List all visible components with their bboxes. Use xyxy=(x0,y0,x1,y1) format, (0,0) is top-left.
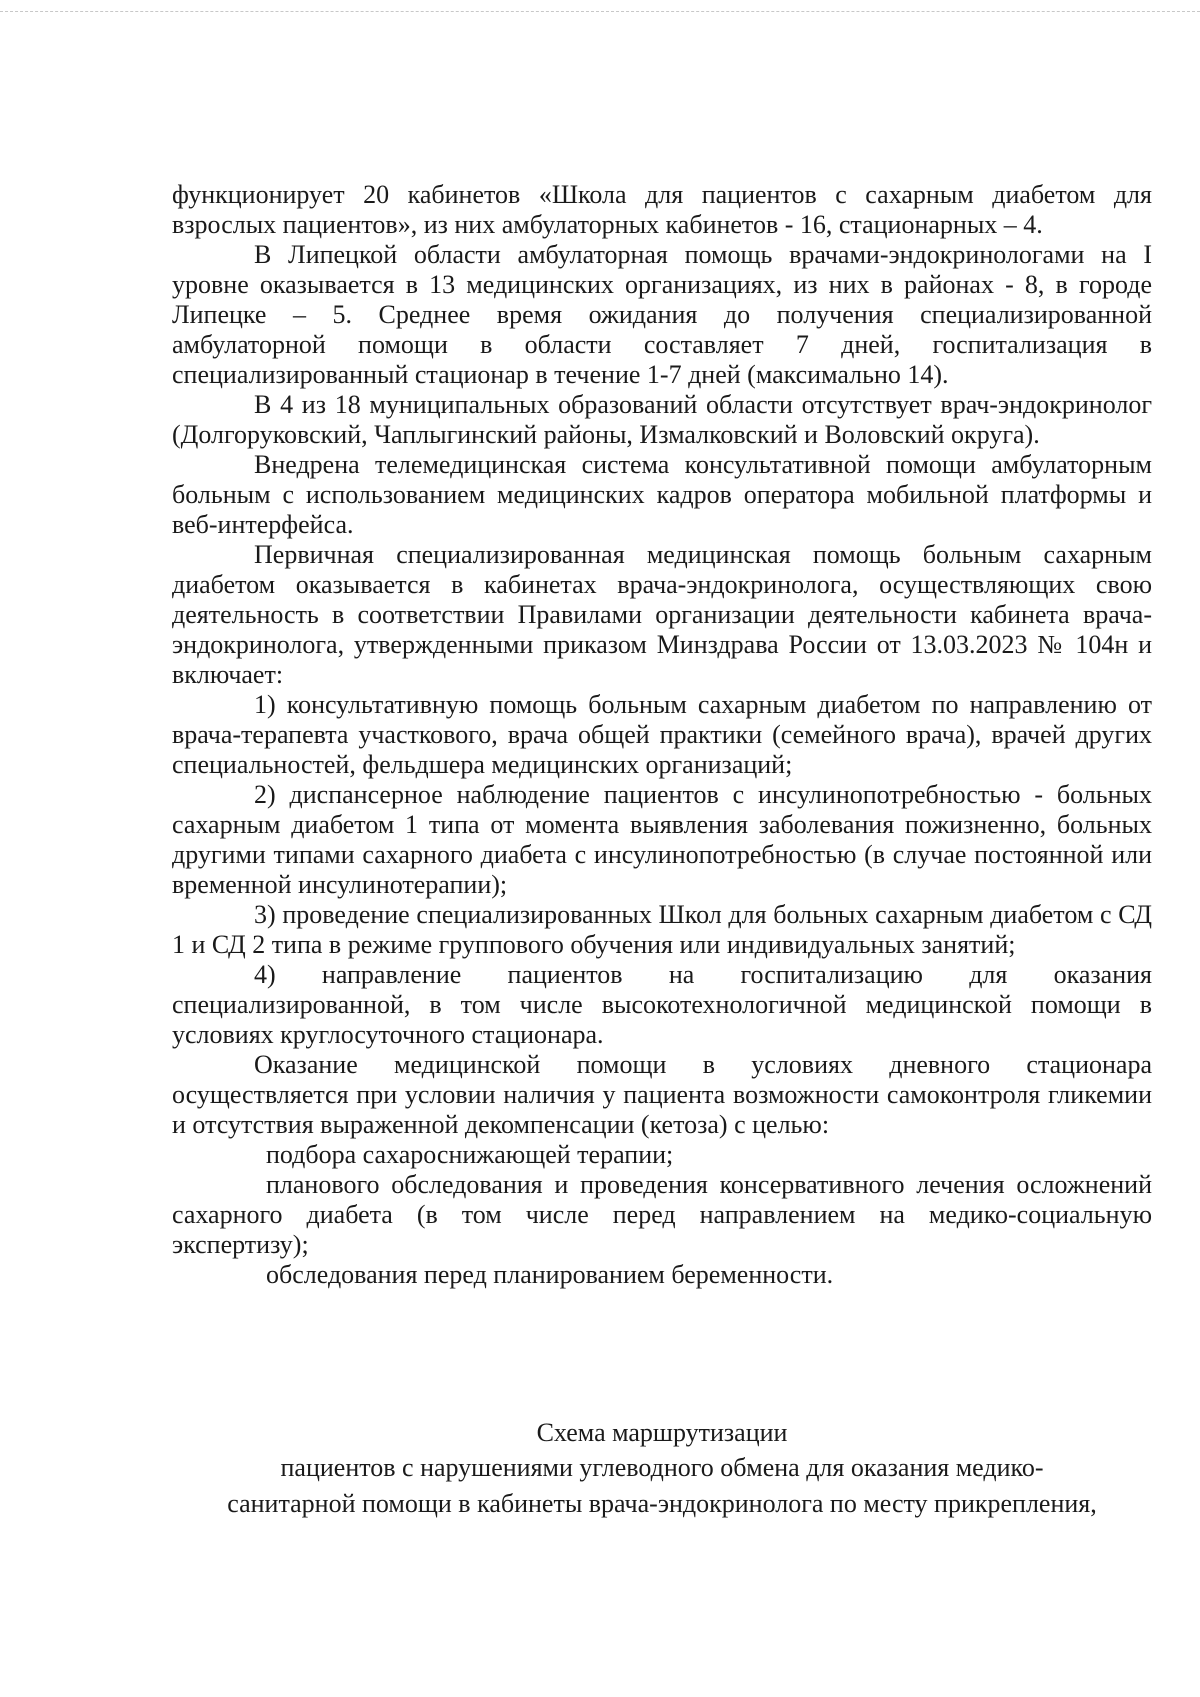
paragraph-telemedicine: Внедрена телемедицинская система консультативной помощи амбулаторным больным с использованием медицинских кадров оператора мобильной платформы и веб-интерфейса. xyxy=(172,450,1152,539)
paragraph-day-hospital: Оказание медицинской помощи в условиях дневного стационара осуществляется при условии наличия у пациента возможности самоконтроля гликемии и отсутствия выраженной декомпенсации (кетоза) с целью: xyxy=(172,1050,1152,1139)
list-item-3: 3) проведение специализированных Школ для больных сахарным диабетом с СД 1 и СД 2 типа в режиме группового обучения или индивидуальных занятий; xyxy=(172,900,1152,959)
sub-item-therapy: подбора сахароснижающей терапии; xyxy=(266,1140,674,1169)
section-heading-line3: санитарной помощи в кабинеты врача-эндокринолога по месту прикрепления, xyxy=(227,1489,1097,1518)
section-heading-line2: пациентов с нарушениями углеводного обмена для оказания медико- xyxy=(280,1453,1044,1482)
list-item-4: 4) направление пациентов на госпитализацию для оказания специализированной, в том числе высокотехнологичной медицинской помощи в условиях круглосуточного стационара. xyxy=(172,960,1152,1049)
paragraph-municipalities: В 4 из 18 муниципальных образований области отсутствует врач-эндокринолог (Долгоруковский, Чаплыгинский районы, Измалковский и Воловский округа). xyxy=(172,390,1152,449)
document-body xyxy=(172,180,1152,1290)
paragraph-lipetsk-care: В Липецкой области амбулаторная помощь врачами-эндокринологами на I уровне оказывается в 13 медицинских организациях, из них в районах - 8, в городе Липецке – 5. Среднее время ожидания до получения специализированной амбулаторной помощи в области составляет 7 дней, госпитализация в специализированный стационар в течение 1-7 дней (максимально 14). xyxy=(172,240,1152,389)
list-item-2: 2) диспансерное наблюдение пациентов с инсулинопотребностью - больных сахарным диабетом 1 типа от момента выявления заболевания пожизненно, больных другими типами сахарного диабета с инсулинопотребностью (в случае постоянной или временной инсулинотерапии); xyxy=(172,780,1152,899)
paragraph-primary-care: Первичная специализированная медицинская помощь больным сахарным диабетом оказывается в кабинетах врача-эндокринолога, осуществляющих свою деятельность в соответствии Правилами организации деятельности кабинета врача-эндокринолога, утвержденными приказом Минздрава России от 13.03.2023 № 104н и включает: xyxy=(172,540,1152,689)
paragraph-continued: функционирует 20 кабинетов «Школа для пациентов с сахарным диабетом для взрослых пациентов», из них амбулаторных кабинетов - 16, стационарных – 4. xyxy=(172,180,1152,239)
sub-item-examination: планового обследования и проведения консервативного лечения осложнений сахарного диабета (в том числе перед направлением на медико-социальную экспертизу); xyxy=(172,1170,1152,1259)
list-item-1: 1) консультативную помощь больным сахарным диабетом по направлению от врача-терапевта участкового, врача общей практики (семейного врача), врачей других специальностей, фельдшера медицинских организаций; xyxy=(172,690,1152,779)
section-heading-title: Схема маршрутизации xyxy=(536,1418,788,1447)
scan-edge-line xyxy=(0,11,1200,12)
sub-item-pregnancy: обследования перед планированием беременности. xyxy=(266,1260,834,1289)
